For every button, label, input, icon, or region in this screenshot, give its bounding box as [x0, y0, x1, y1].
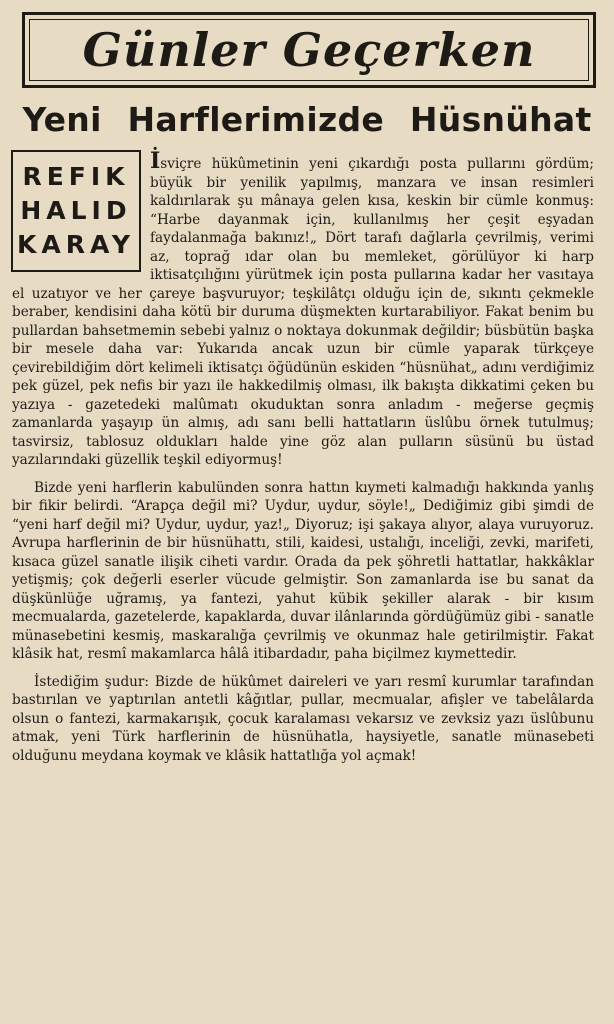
drop-cap: İ: [150, 148, 161, 174]
column-masthead: [22, 12, 596, 88]
paragraph-1-text: sviçre hükûmetinin yeni çıkardığı posta pullarını gördüm; büyük bir yenilik yapılmış, manzara ve insan resimleri kaldırılarak şu mânaya gelen kısa, keskin bir cümle konmuş: “Harbe dayanmak için, kullanılmış her çeşit eşyadan faydalanmağa bakınız!„ Dört tarafı dağlarla çevrilmiş, verimi az, toprağ ıdar olan bu memleket, görülüyor ki harp iktisatçılığını yürütmek için posta pullarına kadar her vasıtaya el uzatıyor ve her çareye başvuruyor; teşkilâtçı olduğu için de, sıkıntı çekmekle beraber, kendisini daha kötü bir duruma düşmekten kurtarabiliyor. Fakat benim bu pullardan bahsetmemin sebebi yalnız o noktaya dokunmak değildir; büsbütün başka bir mesele daha var: Yukarıda ancak uzun bir cümle yaparak türkçeye çevirebildiğim dört kelimeli iktisatçı öğüdünün eskiden “hüsnühat„ adını verdiğimiz pek güzel, pek nefis bir yazı ile hakkedilmiş olması, ilk bakışta dikkatimi çeken bu yazıya - gazetedeki malûmatı okuduktan sonra anladım - meğerse geçmiş zamanlarda yaşayıp ün almış, adı sanı belli hattatların üslûbu örnek tutulmuş; tasvirsiz, tablosuz oldukları halde yine göz alan pulların süsünü bu üstad yazılarındaki güzellik teşkil ediyormuş!: [12, 156, 594, 468]
article-headline: Yeni Harflerimizde Hüsnühat: [22, 100, 592, 139]
author-middle-name: HALID: [20, 196, 132, 225]
article-paragraph-2: Bizde yeni harflerin kabulünden sonra hattın kıymeti kalmadığı hakkında yanlış bir fikir belirdi. “Arapça değil mi? Uydur, uydur, söyle!„ Dediğimiz gibi şimdi de “yeni harf değil mi? Uydur, uydur, yaz!„ Diyoruz; işi şakaya alıyor, alaya vuruyoruz. Avrupa harflerinin de bir hüsnühattı, stili, kaidesi, ustalığı, inceliği, zevki, marifeti, kısaca güzel sanatle ilişik ciheti vardır. Orada da pek şöhretli hattatlar, hakkâklar yetişmiş; çok değerli eserler vücude gelmiştir. Son zamanlarda ise bu sanat da düşkünlüğe uğramış, ya fantezi, yahut kübik şekiller alarak - bir kısım mecmualarda, gazetelerde, kapaklarda, duvar ilânlarında gördüğümüz gibi - sanatle münasebetini kesmiş, maskaralığa çevrilmiş ve okunmaz hale getirilmiştir. Fakat klâsik hat, resmî makamlarca hâlâ itibardadır, paha biçilmez kıymettedir.: [12, 479, 594, 662]
byline-spacer: [12, 152, 150, 274]
column-title: Günler Geçerken: [82, 23, 536, 77]
author-last-name: KARAY: [16, 230, 136, 259]
article-body: [12, 148, 594, 765]
author-first-name: REFIK: [22, 162, 130, 191]
article-paragraph-3: İstediğim şudur: Bizde de hükûmet daireleri ve yarı resmî kurumlar tarafından bastırılan ve yaptırılan antetli kâğıtlar, pullar, mecmualar, afişler ve tabelâlarda olsun o fantezi, karmakarışık, çocuk karalaması vekarsız ve zevksiz yazı üslûbunu atmak, yeni Türk harflerinin de hüsnühatla, haysiyetle, sanatle münasebeti olduğunu meydana koymak ve klâsik hattatlığa yol açmak!: [12, 673, 594, 764]
